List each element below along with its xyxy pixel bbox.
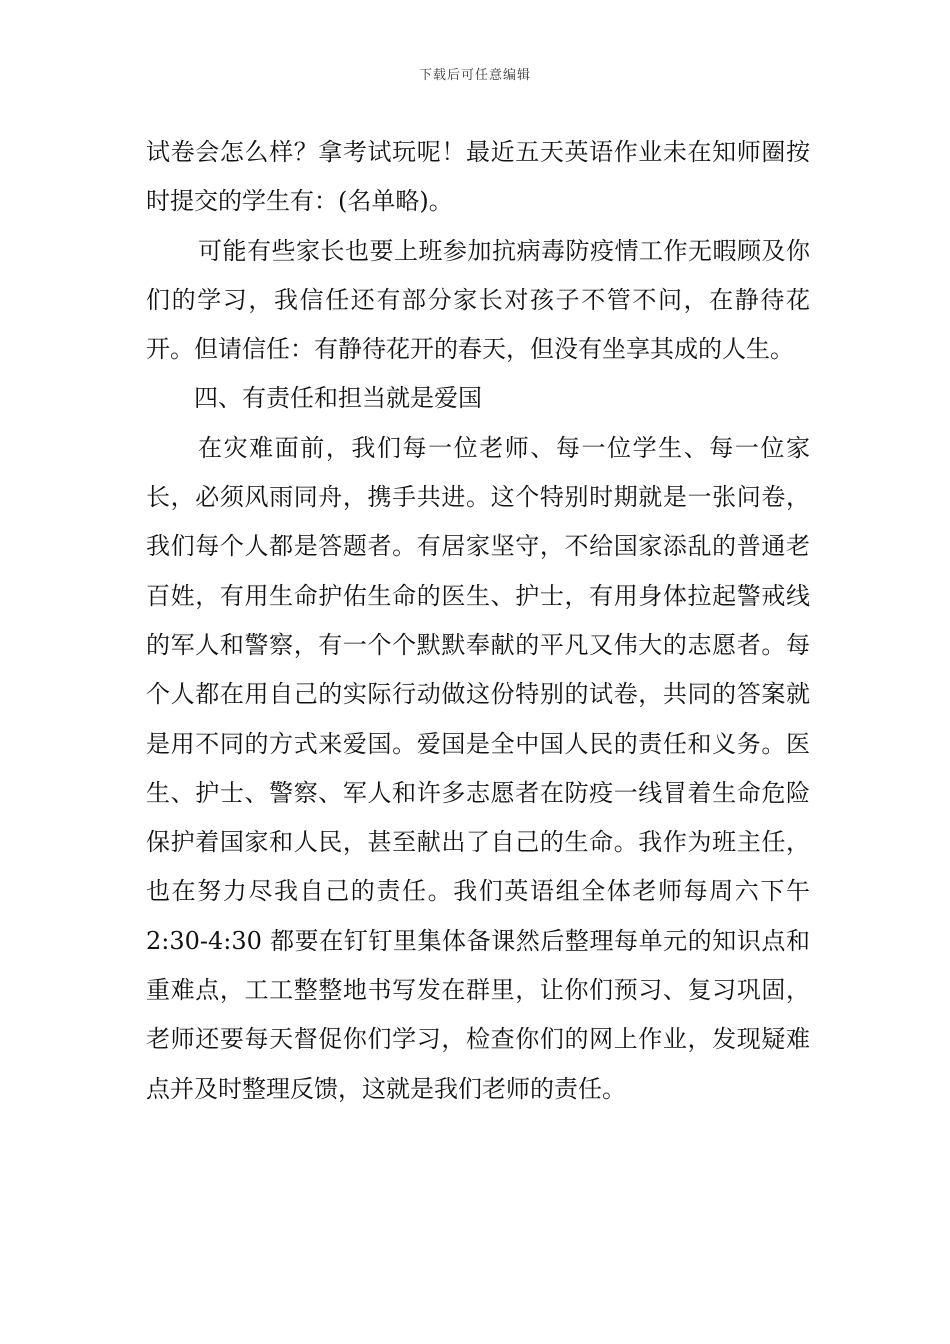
document-body xyxy=(146,128,810,1114)
section-heading: 四、有责任和担当就是爱国 xyxy=(194,384,482,413)
page-header-note: 下载后可任意编辑 xyxy=(418,68,531,83)
paragraph-continuation: 试卷会怎么样？拿考试玩呢！最近五天英语作业未在知师圈按时提交的学生有：(名单略)。 xyxy=(146,138,810,216)
paragraph-responsibility: 在灾难面前，我们每一位老师、每一位学生、每一位家长，必须风雨同舟，携手共进。这个特别时期就是一张问卷，我们每个人都是答题者。有居家坚守，不给国家添乱的普通老百姓，有用生命护佑生命的医生、护士，有用身体拉起警戒线的军人和警察，有一个个默默奉献的平凡又伟大的志愿者。每个人都在用自己的实际行动做这份特别的试卷，共同的答案就是用不同的方式来爱国。爱国是全中国人民的责任和义务。医生、护士、警察、军人和许多志愿者在防疫一线冒着生命危险保护着国家和人民，甚至献出了自己的生命。我作为班主任，也在努力尽我自己的责任。我们英语组全体老师每周六下午 2:30-4:30 都要在钉钉里集体备课然后整理每单元的知识点和重难点，工工整整地书写发在群里，让你们预习、复习巩固，老师还要每天督促你们学习，检查你们的网上作业，发现疑难点并及时整理反馈，这就是我们老师的责任。 xyxy=(146,433,810,1103)
paragraph-parents: 可能有些家长也要上班参加抗病毒防疫情工作无暇顾及你们的学习，我信任还有部分家长对孩子不管不问，在静待花开。但请信任：有静待花开的春天，但没有坐享其成的人生。 xyxy=(146,236,810,364)
